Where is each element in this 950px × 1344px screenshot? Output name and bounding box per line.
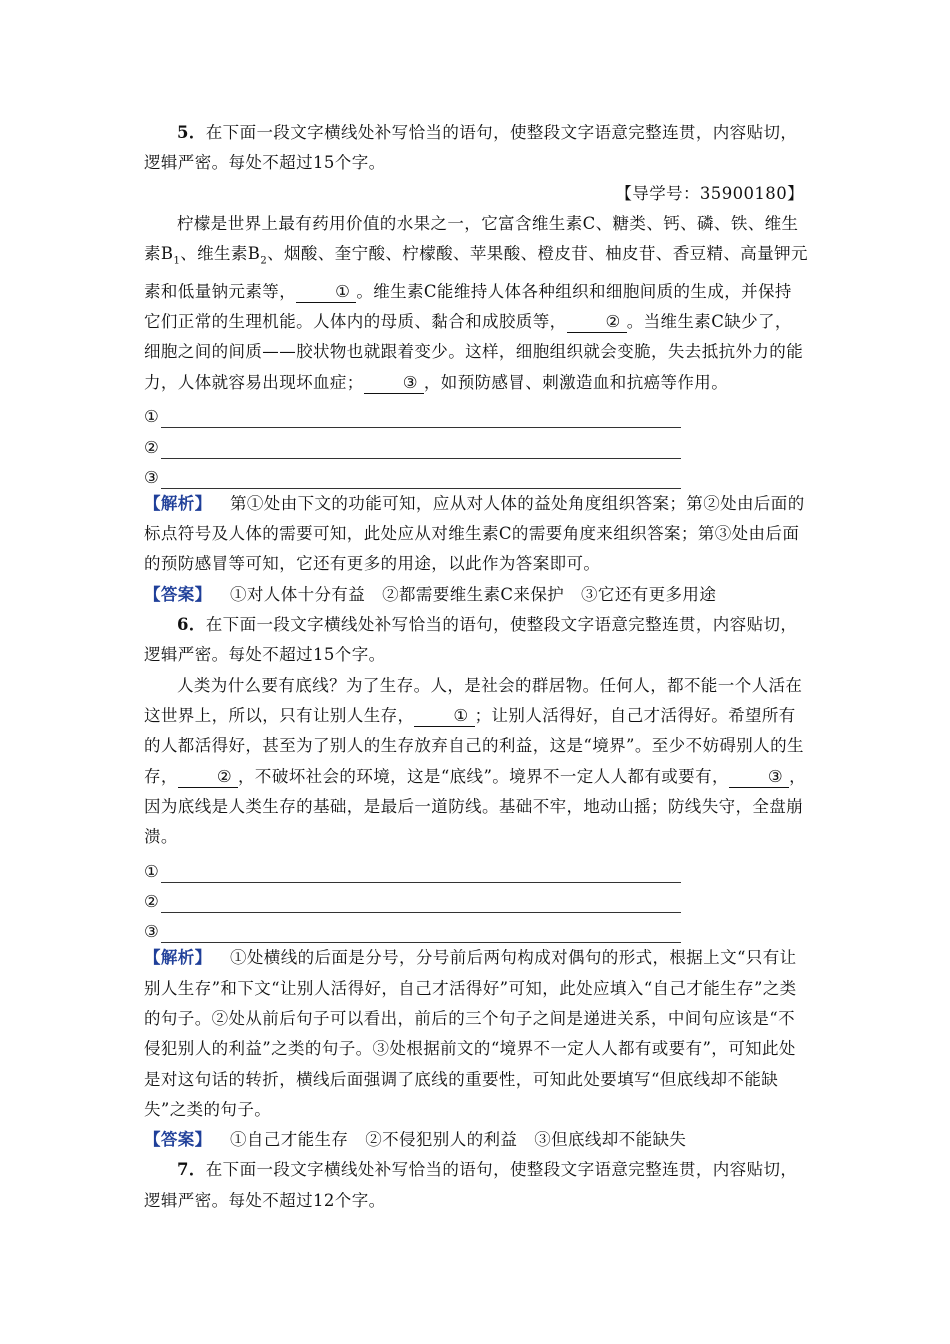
answer-line-3[interactable]: ③ <box>144 459 808 489</box>
analysis-label: 【解析】 <box>144 948 212 968</box>
answer-line-1[interactable]: ① <box>144 398 808 428</box>
question-6-passage: 人类为什么要有底线？为了生存。人，是社会的群居物。任何人，都不能一个人活在这世界上，所以，只有让别人生存， ① ；让别人活得好，自己才活得好。希望所有的人都活得好，甚至为了别人的生存放弃自己的利益，这是“境界”。至少不妨碍别人的生存， ② ，不破坏社会的环境，这是“底线”。境界不一定人人都有或要有， ③ ，因为底线是人类生存的基础，是最后一道防线。基础不牢，地动山摇；防线失守，全盘崩溃。 <box>144 675 806 847</box>
analysis-label: 【解析】 <box>144 493 212 513</box>
question-6-number: 6． <box>177 615 206 635</box>
blank-1[interactable]: ① <box>296 282 356 303</box>
blank-1[interactable]: ① <box>414 706 474 727</box>
answer-line-3[interactable]: ③ <box>144 913 808 943</box>
blank-2[interactable]: ② <box>178 767 238 788</box>
answer-label: 【答案】 <box>144 584 212 604</box>
question-5-number: 5． <box>177 123 206 142</box>
question-6-answer: 【答案】 ①自己才能生存 ②不侵犯别人的利益 ③但底线却不能缺失 <box>144 1130 687 1150</box>
blank-3[interactable]: ③ <box>364 373 424 394</box>
answer-line-1[interactable]: ① <box>144 852 808 882</box>
blank-2[interactable]: ② <box>567 312 627 333</box>
question-5-analysis: 【解析】 第①处由下文的功能可知，应从对人体的益处角度组织答案；第②处由后面的标点符号及人体的需要可知，此处应从对维生素C的需要角度来组织答案；第③处由后面的预防感冒等可知，它还有更多的用途，以此作为答案即可。 <box>144 493 805 574</box>
answer-label: 【答案】 <box>144 1130 212 1150</box>
question-5-answer: 【答案】 ①对人体十分有益 ②都需要维生素C来保护 ③它还有更多用途 <box>144 584 717 604</box>
question-7-number: 7． <box>177 1160 206 1180</box>
reference-number: 【导学号：35900180】 <box>615 183 804 203</box>
answer-line-2[interactable]: ② <box>144 428 808 458</box>
question-6-analysis: 【解析】 ①处横线的后面是分号，分号前后两句构成对偶句的形式，根据上文“只有让别人生存”和下文“让别人活得好，自己才活得好”可知，此处应填入“自己才能生存”之类的句子。②处从前后句子可以看出，前后的三个句子之间是递进关系，中间句应该是“不侵犯别人的利益”之类的句子。③处根据前文的“境界不一定人人都有或要有”，可知此处是对这句话的转折，横线后面强调了底线的重要性，可知此处要填写“但底线却不能缺失”之类的句子。 <box>144 948 797 1119</box>
document-page <box>144 118 808 1216</box>
question-5-prompt: 5．在下面一段文字横线处补写恰当的语句，使整段文字语意完整连贯，内容贴切，逻辑严密。每处不超过15个字。 <box>144 123 798 173</box>
question-6-prompt: 6．在下面一段文字横线处补写恰当的语句，使整段文字语意完整连贯，内容贴切，逻辑严密。每处不超过15个字。 <box>144 615 798 665</box>
question-7-prompt: 7．在下面一段文字横线处补写恰当的语句，使整段文字语意完整连贯，内容贴切，逻辑严密。每处不超过12个字。 <box>144 1160 798 1210</box>
question-5-passage: 柠檬是世界上最有药用价值的水果之一，它富含维生素C、糖类、钙、磷、铁、维生素$B_1$、维生素$B_2$、烟酸、奎宁酸、柠檬酸、苹果酸、橙皮苷、柚皮苷、香豆精、高量钾元素和低量钠元素等， ① 。维生素C能维持人体各种组织和细胞间质的生成，并保持它们正常的生理机能。人体内的母质、黏合和成胶质等， ② 。当维生素C缺少了，细胞之间的间质——胶状物也就跟着变少。这样，细胞组织就会变脆，失去抵抗外力的能力，人体就容易出现坏血症； ③ ，如预防感冒、刺激造血和抗癌等作用。 <box>144 213 808 392</box>
answer-line-2[interactable]: ② <box>144 883 808 913</box>
blank-3[interactable]: ③ <box>729 767 789 788</box>
